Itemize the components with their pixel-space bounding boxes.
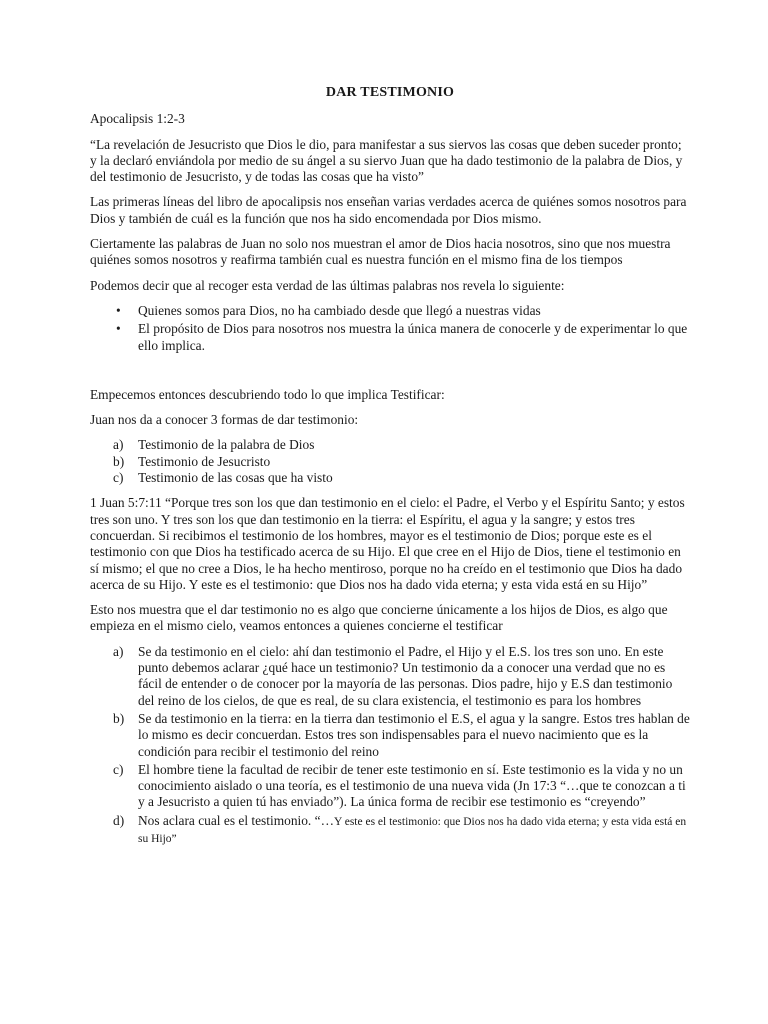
list-item-text: Quienes somos para Dios, no ha cambiado desde que llegó a nuestras vidas [138, 302, 541, 318]
list-marker: a) [113, 643, 124, 659]
list-item [90, 321, 690, 354]
paragraph-1-juan: 1 Juan 5:7:11 “Porque tres son los que dan testimonio en el cielo: el Padre, el Verbo y el Espíritu Santo; y estos tres son uno. Y tres son los que dan testimonio en la tierra: el Espíritu, el agua y la sangre; y estos tres concuerdan. Si recibimos el testimonio de los hombres, mayor es el testimonio de Dios; porque este es el testimonio con que Dios ha testificado acerca de su Hijo. El que cree en el Hijo de Dios, tiene el testimonio en sí mismo; el que no cree a Dios, le ha hecho mentiroso, porque no ha creído en el testimonio que Dios ha dado acerca de su Hijo. Y este es el testimonio: que Dios nos ha dado vida eterna; y esta vida está en su Hijo” [90, 495, 685, 592]
list-item-text: Nos aclara cual es el testimonio. “… [138, 812, 334, 828]
list-item-text: Testimonio de la palabra de Dios [138, 437, 315, 453]
list-item [90, 644, 690, 709]
list-item [90, 454, 690, 470]
paragraph-concierne: Esto nos muestra que el dar testimonio no es algo que concierne únicamente a los hijos de Dios, es algo que empieza en el mismo cielo, veamos entonces a quienes concierne el testificar [90, 602, 668, 634]
bullet-icon: • [116, 321, 121, 337]
paragraph-intro: Las primeras líneas del libro de apocalipsis nos enseñan varias verdades acerca de quiénes somos nosotros para Dios y también de cuál es la función que nos ha sido encomendada por Dios mismo. [90, 194, 687, 226]
list-marker: b) [113, 710, 125, 726]
list-item-text: El propósito de Dios para nosotros nos muestra la única manera de conocerle y de experimentar lo que ello implica. [138, 321, 688, 353]
document-title: DAR TESTIMONIO [325, 85, 455, 100]
paragraph-reveal: Podemos decir que al recoger esta verdad de las últimas palabras nos revela lo siguiente: [90, 277, 565, 293]
paragraph-testify: Empecemos entonces descubriendo todo lo que implica Testificar: [90, 386, 445, 402]
list-marker: b) [113, 453, 125, 469]
document-page [90, 85, 690, 856]
list-item-text: Se da testimonio en el cielo: ahí dan testimonio el Padre, el Hijo y el E.S. los tres son uno. En este punto debemos aclarar ¿qué hace un testimonio? Un testimonio da a conocer una verdad que no es fácil de entender o de conocer por la mayoría de las personas. Dios padre, hijo y E.S dan testimonio del reino de los cielos, de que es real, de su clara existencia, el testimonio es para los hombres [138, 643, 673, 708]
list-item [90, 762, 690, 811]
list-item [90, 470, 690, 486]
scripture-reference: Apocalipsis 1:2-3 [90, 111, 185, 127]
forms-list [90, 437, 690, 486]
bullet-list [90, 303, 690, 354]
scripture-quote: “La revelación de Jesucristo que Dios le dio, para manifestar a sus siervos las cosas que deben suceder pronto; y la declaró enviándola por medio de su ángel a su siervo Juan que ha dado testimonio de la palabra de Dios, y del testimonio de Jesucristo, y de todas las cosas que ha visto” [90, 136, 683, 185]
paragraph-forms: Juan nos da a conocer 3 formas de dar testimonio: [90, 412, 359, 428]
list-item-text: Se da testimonio en la tierra: en la tierra dan testimonio el E.S, el agua y la sangre. Estos tres hablan de lo mismo es decir concuerdan. Estos tres son indispensables para el nuevo nacimiento que es la condición para recibir el testimonio del reino [138, 710, 690, 759]
list-item-text: Testimonio de Jesucristo [138, 453, 271, 469]
spacer [90, 363, 690, 387]
list-item [90, 711, 690, 760]
list-marker: c) [113, 761, 124, 777]
list-item-text: El hombre tiene la facultad de recibir de tener este testimonio en sí. Este testimonio es la vida y no un conocimiento aislado o una teoría, es el testimonio de una nueva vida (Jn 17:3 “…que te conozcan a ti y a Jesucristo a quien tú has enviado”). La única forma de recibir ese testimonio es “creyendo” [138, 761, 686, 810]
paragraph-function: Ciertamente las palabras de Juan no solo nos muestran el amor de Dios hacia nosotros, sino que nos muestra quiénes somos nosotros y reafirma también cual es nuestra función en el mismo fina de los tiempos [90, 236, 671, 268]
list-item-text: Testimonio de las cosas que ha visto [138, 470, 333, 486]
list-item [90, 813, 690, 848]
points-list [90, 644, 690, 848]
bullet-icon: • [116, 302, 121, 318]
list-marker: a) [113, 437, 124, 453]
list-item [90, 303, 690, 319]
list-item [90, 437, 690, 453]
list-item-quote: Y este es el testimonio: que Dios nos ha dado vida eterna; y esta vida está en su Hijo” [138, 815, 687, 845]
list-marker: d) [113, 812, 125, 828]
list-marker: c) [113, 470, 124, 486]
